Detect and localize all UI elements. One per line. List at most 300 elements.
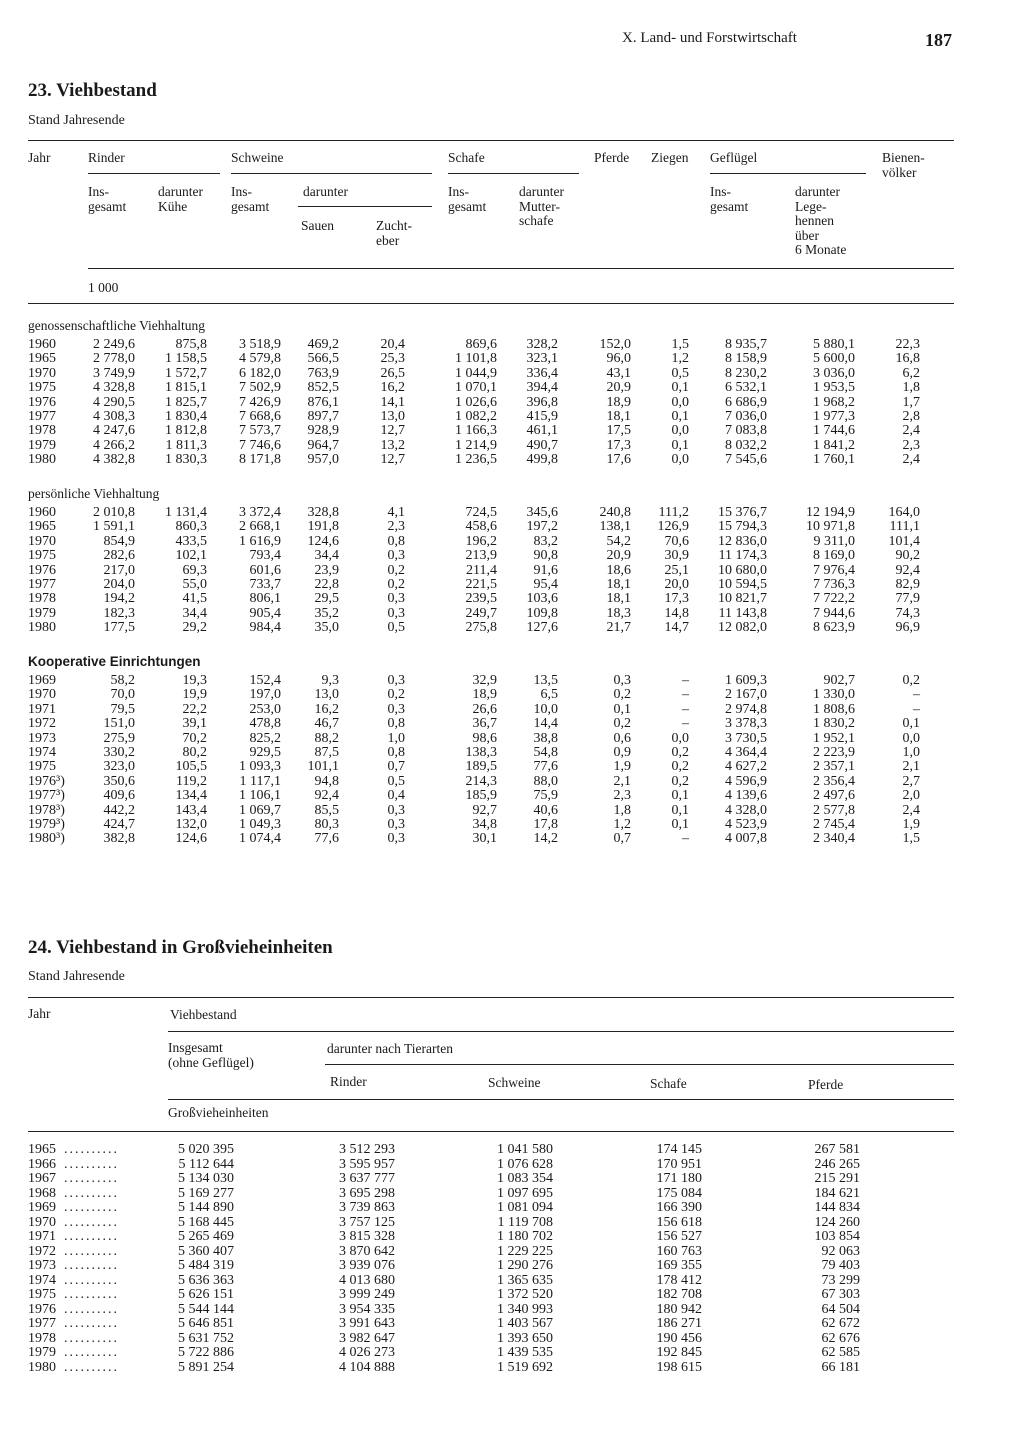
year-cell: 1979 <box>28 1345 56 1360</box>
year-cell: 1967 <box>28 1171 56 1186</box>
value-cell: 490,7 <box>526 437 558 453</box>
value-cell: 1 811,3 <box>165 437 207 453</box>
value-cell: 5 020 395 <box>178 1142 234 1157</box>
value-cell: 897,7 <box>307 409 339 424</box>
value-cell: 79 403 <box>821 1258 860 1273</box>
value-cell: 1 236,5 <box>455 452 497 468</box>
value-cell: 415,9 <box>526 409 558 424</box>
value-cell: 0,9 <box>613 745 631 760</box>
value-cell: 1 572,7 <box>165 365 207 381</box>
year-cell: 1975 <box>28 759 56 775</box>
dot-leader: .......... <box>64 1142 119 1157</box>
value-cell: 185,9 <box>465 788 497 804</box>
value-cell: 1,5 <box>902 831 920 847</box>
year-cell: 1972 <box>28 1243 56 1259</box>
value-cell: 0,2 <box>671 745 689 760</box>
value-cell: 20,9 <box>606 548 631 564</box>
value-cell: 1 131,4 <box>165 505 207 520</box>
value-cell: – <box>682 687 689 703</box>
value-cell: 180 942 <box>656 1301 702 1317</box>
value-cell: 984,4 <box>249 620 281 636</box>
value-cell: 79,5 <box>110 701 135 717</box>
year-cell: 1980 <box>28 620 56 636</box>
value-cell: 1 977,3 <box>813 409 855 424</box>
table-row <box>0 367 1024 381</box>
value-cell: 328,2 <box>526 337 558 352</box>
value-cell: 1 393 650 <box>497 1330 553 1346</box>
value-cell: 1,0 <box>902 745 920 760</box>
value-cell: 0,3 <box>387 831 405 847</box>
value-cell: 25,1 <box>664 562 689 578</box>
value-cell: 875,8 <box>175 337 207 352</box>
value-cell: 0,0 <box>671 730 689 746</box>
year-cell: 1978³) <box>28 802 65 818</box>
value-cell: 3 954 335 <box>339 1301 395 1317</box>
value-cell: 7 426,9 <box>239 394 281 410</box>
value-cell: 0,1 <box>671 788 689 804</box>
value-cell: 1 290 276 <box>497 1258 553 1273</box>
value-cell: 17,3 <box>664 591 689 607</box>
table-row <box>0 453 1024 467</box>
value-cell: 1 106,1 <box>239 788 281 804</box>
table-row <box>0 1216 1024 1231</box>
table-row <box>0 789 1024 803</box>
value-cell: 4 139,6 <box>725 788 767 804</box>
value-cell: 3 595 957 <box>339 1156 395 1172</box>
value-cell: 0,5 <box>671 365 689 381</box>
year-cell: 1977 <box>28 577 56 592</box>
value-cell: 3 695 298 <box>339 1185 395 1201</box>
value-cell: 0,2 <box>613 687 631 703</box>
value-cell: 3 036,0 <box>813 365 855 381</box>
value-cell: – <box>913 701 920 717</box>
value-cell: 282,6 <box>103 548 135 564</box>
value-cell: 902,7 <box>823 673 855 688</box>
value-cell: 15 376,7 <box>718 505 767 520</box>
value-cell: 876,1 <box>307 394 339 410</box>
value-cell: 3 512 293 <box>339 1142 395 1157</box>
value-cell: 77,9 <box>895 591 920 607</box>
value-cell: 336,4 <box>526 365 558 381</box>
value-cell: 7 668,6 <box>239 409 281 424</box>
value-cell: 3 999 249 <box>339 1287 395 1302</box>
value-cell: – <box>682 701 689 717</box>
value-cell: 0,3 <box>387 548 405 564</box>
value-cell: 1,2 <box>613 817 631 832</box>
value-cell: 275,9 <box>103 730 135 746</box>
value-cell: 4 007,8 <box>725 831 767 847</box>
value-cell: 2 778,0 <box>93 351 135 367</box>
value-cell: 330,2 <box>103 745 135 760</box>
value-cell: 30,1 <box>472 831 497 847</box>
value-cell: 8 032,2 <box>725 437 767 453</box>
value-cell: 275,8 <box>465 620 497 636</box>
value-cell: 186 271 <box>656 1316 702 1331</box>
value-cell: 73 299 <box>821 1272 860 1288</box>
value-cell: 12 082,0 <box>718 620 767 636</box>
year-cell: 1979³) <box>28 817 65 832</box>
value-cell: 1 830,4 <box>165 409 207 424</box>
table-row <box>0 381 1024 395</box>
year-cell: 1974 <box>28 1272 56 1288</box>
value-cell: 2 745,4 <box>813 817 855 832</box>
value-cell: 20,0 <box>664 577 689 592</box>
dot-leader: .......... <box>64 1200 119 1215</box>
value-cell: 1,5 <box>671 337 689 352</box>
value-cell: 66 181 <box>821 1359 860 1375</box>
value-cell: – <box>682 716 689 732</box>
value-cell: 0,1 <box>671 409 689 424</box>
value-cell: 34,8 <box>472 817 497 832</box>
value-cell: 1 830,2 <box>813 716 855 732</box>
t23-col-bienen: Bienen- völker <box>882 150 925 180</box>
t23-schafe-ins: Ins- gesamt <box>448 184 487 214</box>
value-cell: 5 169 277 <box>178 1185 234 1201</box>
table-row <box>0 396 1024 410</box>
value-cell: 77,6 <box>533 759 558 775</box>
value-cell: 41,5 <box>182 591 207 607</box>
value-cell: 217,0 <box>103 562 135 578</box>
value-cell: 905,4 <box>249 605 281 621</box>
value-cell: 12,7 <box>380 452 405 468</box>
table-row <box>0 424 1024 438</box>
value-cell: 88,2 <box>314 730 339 746</box>
value-cell: 189,5 <box>465 759 497 775</box>
value-cell: 2,7 <box>902 773 920 789</box>
value-cell: 0,2 <box>387 687 405 703</box>
value-cell: 22,3 <box>895 337 920 352</box>
value-cell: 18,9 <box>606 394 631 410</box>
value-cell: 152,0 <box>599 337 631 352</box>
table-row <box>0 1245 1024 1260</box>
year-cell: 1977 <box>28 409 56 424</box>
year-cell: 1970 <box>28 365 56 381</box>
value-cell: 4,1 <box>387 505 405 520</box>
value-cell: 239,5 <box>465 591 497 607</box>
value-cell: 88,0 <box>533 773 558 789</box>
t23-schweine-darunter: darunter <box>303 184 348 199</box>
value-cell: 5 112 644 <box>178 1156 234 1172</box>
value-cell: 1,8 <box>613 802 631 818</box>
value-cell: 62 676 <box>821 1330 860 1346</box>
section-title: genossenschaftliche Viehhaltung <box>28 318 206 333</box>
value-cell: 1 616,9 <box>239 533 281 549</box>
dot-leader: .......... <box>64 1171 119 1186</box>
value-cell: 323,0 <box>103 759 135 775</box>
table-row <box>0 549 1024 563</box>
year-cell: 1978 <box>28 591 56 607</box>
year-cell: 1970 <box>28 533 56 549</box>
value-cell: 7 976,4 <box>813 562 855 578</box>
dot-leader: .......... <box>64 1330 119 1346</box>
value-cell: 124,6 <box>175 831 207 847</box>
value-cell: 127,6 <box>526 620 558 636</box>
t23-zuchteber: Zucht- eber <box>376 218 412 248</box>
value-cell: 34,4 <box>314 548 339 564</box>
table-row <box>0 732 1024 746</box>
value-cell: 5 168 445 <box>178 1214 234 1230</box>
value-cell: 2,1 <box>902 759 920 775</box>
year-cell: 1965 <box>28 519 56 535</box>
value-cell: 3 518,9 <box>239 337 281 352</box>
year-cell: 1971 <box>28 701 56 717</box>
value-cell: 2 356,4 <box>813 773 855 789</box>
dot-leader: .......... <box>64 1345 119 1360</box>
year-cell: 1980 <box>28 1359 56 1375</box>
value-cell: 0,2 <box>387 562 405 578</box>
value-cell: 6,2 <box>902 365 920 381</box>
value-cell: 4 364,4 <box>725 745 767 760</box>
value-cell: 0,2 <box>671 759 689 775</box>
value-cell: 29,5 <box>314 591 339 607</box>
value-cell: 4 247,6 <box>93 423 135 439</box>
value-cell: 190 456 <box>656 1330 702 1346</box>
t23-body-rule <box>28 303 954 304</box>
value-cell: 98,6 <box>472 730 497 746</box>
value-cell: 0,2 <box>613 716 631 732</box>
year-cell: 1978 <box>28 423 56 439</box>
t23-schweine-ins: Ins- gesamt <box>231 184 270 214</box>
year-cell: 1965 <box>28 1142 56 1157</box>
table-24-subtitle: Stand Jahresende <box>28 969 125 984</box>
value-cell: 156 618 <box>656 1214 702 1230</box>
value-cell: 5 144 890 <box>178 1200 234 1215</box>
value-cell: 174 145 <box>656 1142 702 1157</box>
value-cell: 4 523,9 <box>725 817 767 832</box>
value-cell: 2 974,8 <box>725 701 767 717</box>
value-cell: 67 303 <box>821 1287 860 1302</box>
table-row <box>0 564 1024 578</box>
value-cell: 2 497,6 <box>813 788 855 804</box>
year-cell: 1960 <box>28 505 56 520</box>
t24-col-jahr: Jahr <box>28 1006 51 1021</box>
value-cell: 35,0 <box>314 620 339 636</box>
t23-rinder-ins: Ins- gesamt <box>88 184 127 214</box>
section-title: persönliche Viehhaltung <box>28 486 160 501</box>
value-cell: 10 680,0 <box>718 562 767 578</box>
dot-leader: .......... <box>64 1243 119 1259</box>
value-cell: 267 581 <box>814 1142 860 1157</box>
value-cell: 0,3 <box>387 591 405 607</box>
value-cell: 1 081 094 <box>497 1200 553 1215</box>
value-cell: 1 830,3 <box>165 452 207 468</box>
value-cell: 0,0 <box>902 730 920 746</box>
value-cell: 2,3 <box>613 788 631 804</box>
value-cell: 18,1 <box>606 591 631 607</box>
value-cell: 2,4 <box>902 802 920 818</box>
value-cell: 197,0 <box>249 687 281 703</box>
value-cell: 345,6 <box>526 505 558 520</box>
value-cell: 4 266,2 <box>93 437 135 453</box>
value-cell: 4 328,0 <box>725 802 767 818</box>
value-cell: 7 545,6 <box>725 452 767 468</box>
table-row <box>0 746 1024 760</box>
value-cell: 29,2 <box>182 620 207 636</box>
t24-unit: Großvieheinheiten <box>168 1105 269 1120</box>
value-cell: 5 544 144 <box>178 1301 234 1317</box>
value-cell: 0,8 <box>387 716 405 732</box>
value-cell: 0,3 <box>387 701 405 717</box>
value-cell: 196,2 <box>465 533 497 549</box>
table-row <box>0 818 1024 832</box>
value-cell: 3 378,3 <box>725 716 767 732</box>
t23-unit-rule <box>88 268 954 269</box>
table-row <box>0 717 1024 731</box>
value-cell: 3 757 125 <box>339 1214 395 1230</box>
value-cell: 1 041 580 <box>497 1142 553 1157</box>
value-cell: 83,2 <box>533 533 558 549</box>
value-cell: 26,6 <box>472 701 497 717</box>
value-cell: 5 600,0 <box>813 351 855 367</box>
value-cell: 1,0 <box>387 730 405 746</box>
value-cell: 1 372 520 <box>497 1287 553 1302</box>
value-cell: 182 708 <box>656 1287 702 1302</box>
table-row <box>0 520 1024 534</box>
value-cell: 2 357,1 <box>813 759 855 775</box>
dot-leader: .......... <box>64 1301 119 1317</box>
value-cell: 1 049,3 <box>239 817 281 832</box>
value-cell: 3 991 643 <box>339 1316 395 1331</box>
value-cell: 0,3 <box>387 605 405 621</box>
value-cell: 92,7 <box>472 802 497 818</box>
dot-leader: .......... <box>64 1214 119 1230</box>
value-cell: 95,4 <box>533 577 558 592</box>
table-row <box>0 674 1024 688</box>
value-cell: 0,2 <box>671 773 689 789</box>
value-cell: 138,3 <box>465 745 497 760</box>
value-cell: 46,7 <box>314 716 339 732</box>
value-cell: 409,6 <box>103 788 135 804</box>
year-cell: 1968 <box>28 1185 56 1201</box>
value-cell: 8 169,0 <box>813 548 855 564</box>
value-cell: 0,0 <box>671 423 689 439</box>
table-row <box>0 621 1024 635</box>
value-cell: 1,8 <box>902 380 920 396</box>
value-cell: 0,7 <box>613 831 631 847</box>
table-row <box>0 1143 1024 1158</box>
value-cell: 5 891 254 <box>178 1359 234 1375</box>
value-cell: 143,4 <box>175 802 207 818</box>
value-cell: 2 340,4 <box>813 831 855 847</box>
table-23-title: 23. Viehbestand <box>28 80 157 101</box>
value-cell: 151,0 <box>103 716 135 732</box>
value-cell: 35,2 <box>314 605 339 621</box>
table-row <box>0 1172 1024 1187</box>
value-cell: 101,1 <box>307 759 339 775</box>
value-cell: 240,8 <box>599 505 631 520</box>
value-cell: 10,0 <box>533 701 558 717</box>
year-cell: 1969 <box>28 1200 56 1215</box>
value-cell: 1 214,9 <box>455 437 497 453</box>
value-cell: 3 982 647 <box>339 1330 395 1346</box>
value-cell: 23,9 <box>314 562 339 578</box>
value-cell: 852,5 <box>307 380 339 396</box>
value-cell: 328,8 <box>307 505 339 520</box>
t23-sauen: Sauen <box>301 218 334 233</box>
table-row <box>0 535 1024 549</box>
value-cell: 0,8 <box>387 745 405 760</box>
value-cell: 4 308,3 <box>93 409 135 424</box>
value-cell: 32,9 <box>472 673 497 688</box>
t23-rinder-rule <box>88 173 220 174</box>
value-cell: 7 573,7 <box>239 423 281 439</box>
value-cell: 5 265 469 <box>178 1229 234 1244</box>
value-cell: 43,1 <box>606 365 631 381</box>
value-cell: 461,1 <box>526 423 558 439</box>
value-cell: 5 360 407 <box>178 1243 234 1259</box>
value-cell: 1,2 <box>671 351 689 367</box>
value-cell: 0,2 <box>387 577 405 592</box>
t23-rinder-kuehe: darunter Kühe <box>158 184 203 214</box>
t23-col-gefluegel: Geflügel <box>710 150 758 165</box>
value-cell: 424,7 <box>103 817 135 832</box>
table-row <box>0 832 1024 846</box>
value-cell: 197,2 <box>526 519 558 535</box>
value-cell: 1 044,9 <box>455 365 497 381</box>
table-row <box>0 1201 1024 1216</box>
t24-col-rinder: Rinder <box>330 1074 367 1089</box>
t24-col-darunter: darunter nach Tierarten <box>327 1041 453 1056</box>
value-cell: 7 736,3 <box>813 577 855 592</box>
value-cell: – <box>682 673 689 688</box>
value-cell: 2 577,8 <box>813 802 855 818</box>
value-cell: 3 730,5 <box>725 730 767 746</box>
value-cell: 1 330,0 <box>813 687 855 703</box>
value-cell: 1 070,1 <box>455 380 497 396</box>
value-cell: 7 944,6 <box>813 605 855 621</box>
value-cell: 7 036,0 <box>725 409 767 424</box>
value-cell: 80,3 <box>314 817 339 832</box>
value-cell: 10 971,8 <box>806 519 855 535</box>
value-cell: 4 026 273 <box>339 1345 395 1360</box>
value-cell: 132,0 <box>175 817 207 832</box>
value-cell: 80,2 <box>182 745 207 760</box>
value-cell: 16,2 <box>380 380 405 396</box>
value-cell: 0,1 <box>671 437 689 453</box>
value-cell: 8 171,8 <box>239 452 281 468</box>
value-cell: 0,2 <box>902 673 920 688</box>
value-cell: 26,5 <box>380 365 405 381</box>
value-cell: 0,1 <box>613 701 631 717</box>
value-cell: 4 013 680 <box>339 1272 395 1288</box>
dot-leader: .......... <box>64 1185 119 1201</box>
year-cell: 1969 <box>28 673 56 688</box>
value-cell: 1 815,1 <box>165 380 207 396</box>
t24-darunter-rule <box>325 1064 954 1065</box>
value-cell: 166 390 <box>656 1200 702 1215</box>
table-row <box>0 1288 1024 1303</box>
value-cell: 18,1 <box>606 409 631 424</box>
value-cell: 0,0 <box>671 452 689 468</box>
value-cell: 1 841,2 <box>813 437 855 453</box>
value-cell: 9,3 <box>321 673 339 688</box>
value-cell: 178 412 <box>656 1272 702 1288</box>
value-cell: 957,0 <box>307 452 339 468</box>
t23-legehennen: darunter Lege- hennen über 6 Monate <box>795 184 847 257</box>
value-cell: 6 182,0 <box>239 365 281 381</box>
t23-col-schweine: Schweine <box>231 150 284 165</box>
value-cell: 58,2 <box>110 673 135 688</box>
value-cell: 5 134 030 <box>178 1171 234 1186</box>
value-cell: 182,3 <box>103 605 135 621</box>
table-row <box>0 804 1024 818</box>
value-cell: 105,5 <box>175 759 207 775</box>
value-cell: 1 760,1 <box>813 452 855 468</box>
dot-leader: .......... <box>64 1156 119 1172</box>
table-row <box>0 1332 1024 1347</box>
t24-body-rule <box>28 1131 954 1132</box>
value-cell: 87,5 <box>314 745 339 760</box>
